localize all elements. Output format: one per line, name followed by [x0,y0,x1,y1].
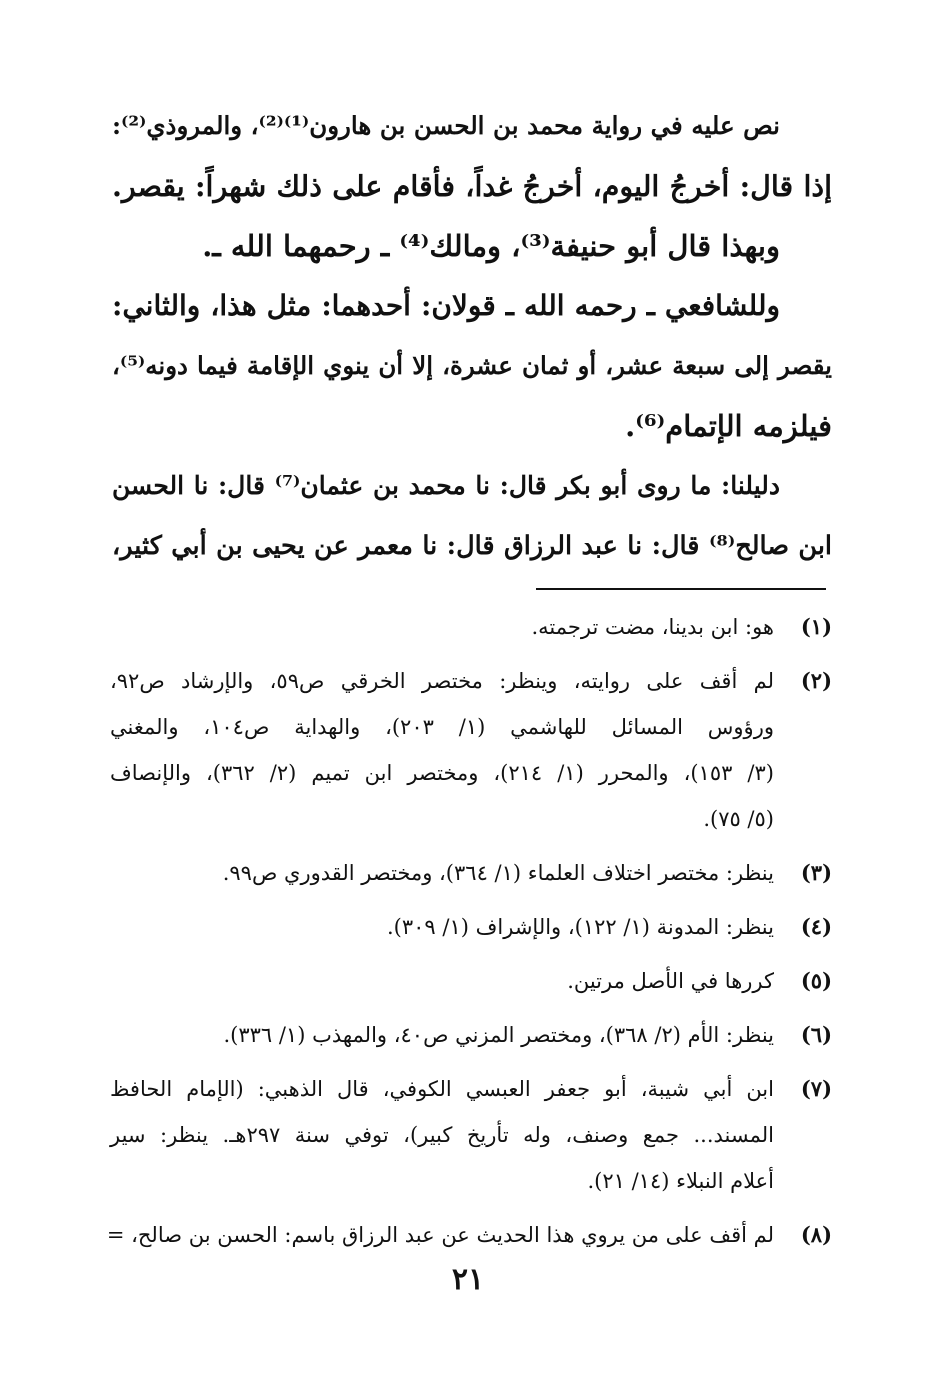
footnote-number: (٨) [800,1222,832,1247]
footnote-line: (٣/ ١٥٣)، والمحرر (١/ ٢١٤)، ومختصر ابن تميم (٢/ ٣٦٢)، والإنصاف [110,761,774,785]
footnote-1 [110,604,832,650]
footnote-number: (٦) [800,1022,832,1047]
footnote-5 [110,958,832,1004]
footnote-number: (٥) [800,968,832,993]
footnote-line: ينظر: الأم (٢/ ٣٦٨)، ومختصر المزني ص٤٠، والمهذب (١/ ٣٣٦). [223,1023,774,1047]
footnote-number: (٢) [800,668,832,693]
footnote-2 [110,658,832,842]
footnote-line: أعلام النبلاء (١٤/ ٢١). [587,1169,774,1193]
footnote-line: لم أقف على من يروي هذا الحديث عن عبد الرزاق باسم: الحسن بن صالح، = [106,1223,774,1247]
footnote-line: لم أقف على روايته، وينظر: مختصر الخرقي ص٥٩، والإرشاد ص٩٢، [110,669,774,693]
main-line: دليلنا: ما روى أبو بكر قال: نا محمد بن عثمان⁽⁷⁾ قال: نا الحسن [112,471,780,500]
footnote-line: ينظر: المدونة (١/ ١٢٢)، والإشراف (١/ ٣٠٩). [387,915,774,939]
footnote-line: (٥/ ٧٥). [703,807,774,831]
footnote-line: هو: ابن بدينا، مضت ترجمته. [531,615,774,639]
main-line: يقصر إلى سبعة عشر، أو ثمان عشرة، إلا أن ينوي الإقامة فيما دونه⁽⁵⁾، [112,351,832,380]
main-line: إذا قال: أخرجُ اليوم، أخرجُ غداً، فأقام على ذلك شهراً: يقصر. [112,169,832,203]
main-line: ابن صالح⁽⁸⁾ قال: نا عبد الرزاق قال: نا معمر عن يحيى بن أبي كثير، [112,531,833,561]
footnote-3 [110,850,832,896]
footnote-4 [110,904,832,950]
main-line: نص عليه في رواية محمد بن الحسن بن هارون⁽¹⁾⁽²⁾، والمروذي⁽²⁾: [112,111,780,140]
main-line: وللشافعي ـ رحمه الله ـ قولان: أحدهما: مثل هذا، والثاني: [112,289,780,322]
footnote-line: كررها في الأصل مرتين. [567,969,774,993]
main-line: فيلزمه الإتمام⁽⁶⁾. [625,409,832,443]
main-line: وبهذا قال أبو حنيفة⁽³⁾، ومالك⁽⁴⁾ ـ رحمهما الله ـ. [202,229,780,263]
footnote-8 [106,1212,832,1258]
footnote-line: ورؤوس المسائل للهاشمي (١/ ٢٠٣)، والهداية ص١٠٤، والمغني [110,715,774,739]
footnote-number: (٧) [800,1076,832,1101]
footnote-7 [110,1066,832,1204]
footnote-line: ابن أبي شيبة، أبو جعفر العبسي الكوفي، قال الذهبي: (الإمام الحافظ [110,1077,774,1101]
footnote-divider [536,588,826,590]
footnote-number: (٣) [800,860,832,885]
main-text [112,96,832,576]
footnote-6 [110,1012,832,1058]
page-number: ٢١ [451,1262,485,1297]
footnote-number: (١) [800,614,832,639]
footnote-line: المسند... جمع وصنف، وله تأريخ كبير)، توفي سنة ٢٩٧هـ. ينظر: سير [110,1123,774,1147]
footnote-number: (٤) [800,914,832,939]
footnote-line: ينظر: مختصر اختلاف العلماء (١/ ٣٦٤)، ومختصر القدوري ص٩٩. [222,861,774,885]
footnotes [106,604,832,1266]
